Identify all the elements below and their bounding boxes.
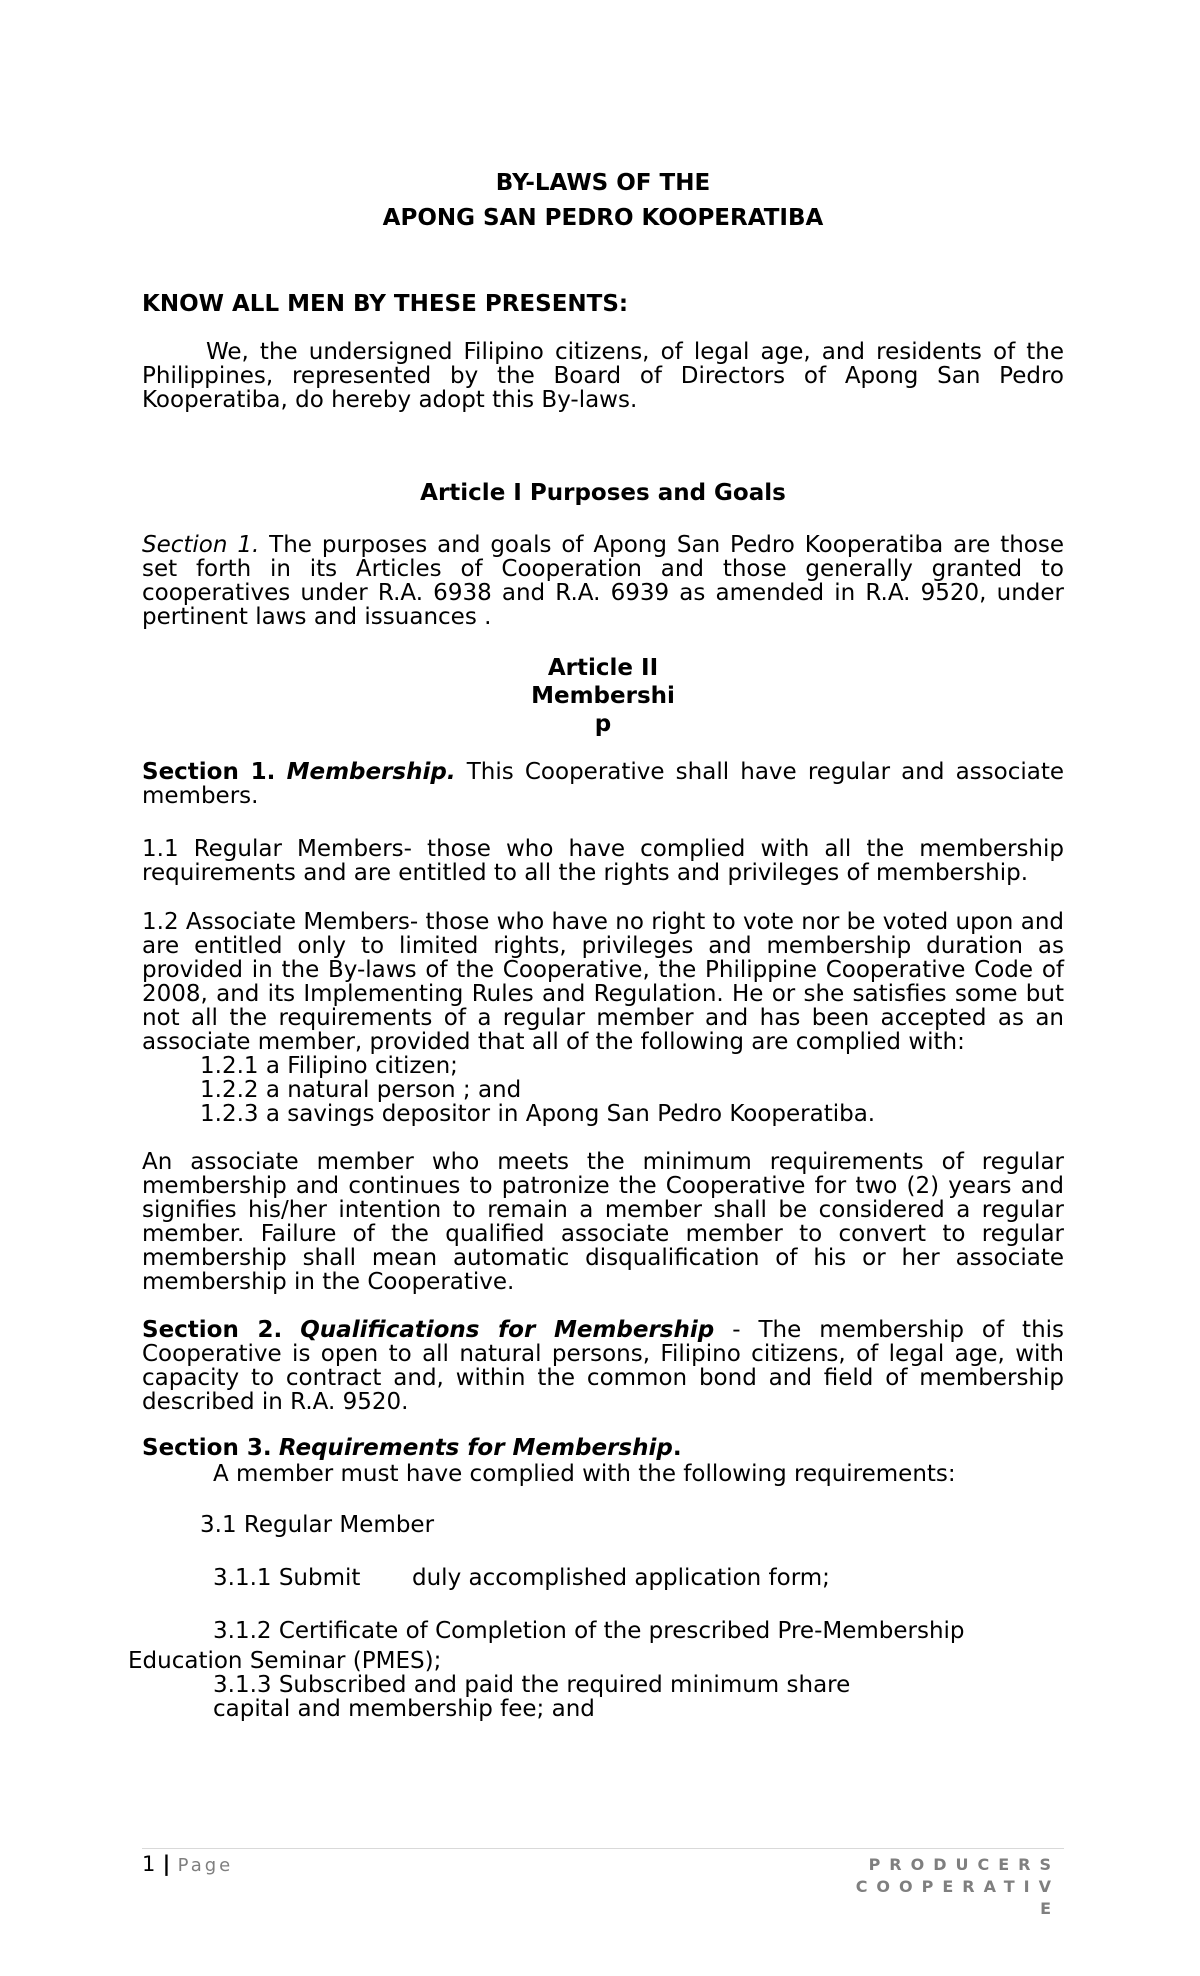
section1-title: Membership. — [286, 759, 456, 785]
footer-cooperative-label — [680, 1854, 1060, 1920]
section1-label: Section 1. — [142, 759, 276, 785]
article2-heading-line3: p — [594, 711, 612, 737]
footer-coop-line2: E — [1040, 1899, 1060, 1918]
conversion-paragraph: An associate member who meets the minimum requirements of regular membership and continues to patronize the Cooperative for two (2) years and signifies his/her intention to remain a member shall be considered a regular member. Failure of the qualified associate member to convert to regular membership shall mean automatic disqualification of his or her associate membership in the Cooperative. — [142, 1149, 1064, 1295]
regular-members-paragraph: 1.1 Regular Members- those who have complied with all the membership requirements and are entitled to all the rights and privileges of membership. — [142, 836, 1064, 886]
section3-label: Section 3. — [142, 1435, 272, 1461]
preamble-heading: KNOW ALL MEN BY THESE PRESENTS: — [142, 291, 629, 317]
associate-item-3: 1.2.3 a savings depositor in Apong San Pedro Kooperatiba. — [200, 1101, 876, 1127]
section3-item3-line2: capital and membership fee; and — [213, 1696, 595, 1722]
section3-intro: A member must have complied with the following requirements: — [213, 1461, 956, 1487]
associate-item-2: 1.2.2 a natural person ; and — [200, 1077, 522, 1103]
section2-title: Qualifications for Membership — [300, 1317, 715, 1343]
section2-text: - The membership of this Cooperative is open to all natural persons, Filipino citizens, of legal age, with capacity to contract and, within the common bond and field of membership described in R.A. 9520. — [142, 1317, 1065, 1415]
section3-regular-member: 3.1 Regular Member — [200, 1512, 435, 1538]
associate-item-1: 1.2.1 a Filipino citizen; — [200, 1053, 458, 1079]
doc-title-line1: BY-LAWS OF THE — [495, 170, 711, 196]
article1-section1-text: The purposes and goals of Apong San Pedro Kooperatiba are those set forth in its Articles of Cooperation and those generally granted to cooperatives under R.A. 6938 and R.A. 6939 as amended in R.A. 9520, under pertinent laws and issuances . — [142, 532, 1064, 630]
section3-item1-text: duly accomplished application form; — [412, 1565, 830, 1591]
doc-title-line2: APONG SAN PEDRO KOOPERATIBA — [382, 205, 824, 231]
footer-divider — [142, 1848, 1064, 1849]
article2-heading — [142, 654, 1064, 738]
section3-item1-label: 3.1.1 Submit — [213, 1565, 361, 1591]
footer-page-number — [142, 1850, 233, 1880]
page-label: Page — [177, 1855, 234, 1876]
article2-heading-line1: Article II — [547, 655, 659, 681]
section1-text: This Cooperative shall have regular and associate members. — [142, 759, 1065, 809]
article1-heading: Article I Purposes and Goals — [420, 480, 786, 506]
section3-period: . — [672, 1435, 682, 1461]
section3-item2-line2: Education Seminar (PMES); — [128, 1648, 442, 1674]
preamble-text: We, the undersigned Filipino citizens, of legal age, and residents of the Philippines, represented by the Board of Directors of Apong San Pedro Kooperatiba, do hereby adopt this By-laws. — [142, 339, 1064, 413]
article2-heading-line2: Membershi — [531, 683, 675, 709]
section3-item3-line1: 3.1.3 Subscribed and paid the required minimum share — [213, 1672, 851, 1698]
page-separator: | — [155, 1852, 178, 1876]
article2-section2 — [142, 1318, 1064, 1414]
page-number: 1 — [142, 1852, 156, 1876]
associate-members-paragraph: 1.2 Associate Members- those who have no right to vote nor be voted upon and are entitled only to limited rights, privileges and membership duration as provided in the By-laws of the Cooperative, the Philippine Cooperative Code of 2008, and its Implementing Rules and Regulation. He or she satisfies some but not all the requirements of a regular member and has been accepted as an associate member, provided that all of the following are complied with: — [142, 909, 1064, 1055]
section2-label: Section 2. — [142, 1317, 283, 1343]
article1-section1-label: Section 1. — [142, 532, 260, 558]
article1-section1 — [142, 533, 1064, 629]
article2-section1 — [142, 760, 1064, 808]
section3-title: Requirements for Membership — [278, 1435, 673, 1461]
article2-section3-heading — [142, 1436, 682, 1460]
section3-item2-line1: 3.1.2 Certificate of Completion of the prescribed Pre-Membership — [213, 1618, 965, 1644]
footer-coop-line1: PRODUCERS COOPERATIV — [855, 1855, 1060, 1896]
